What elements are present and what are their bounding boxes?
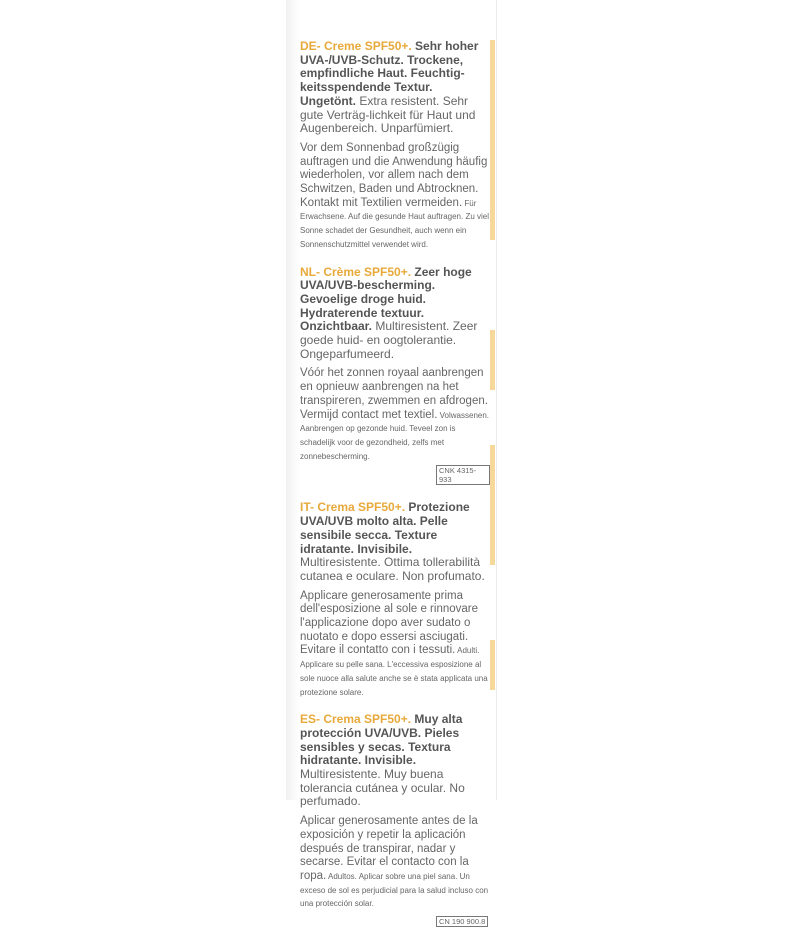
product-code-box: CNK 4315-933 bbox=[436, 465, 490, 485]
section-head bbox=[300, 40, 490, 136]
section-features: Multiresistente. Ottima tollerabilità cutanea e oculare. Non profumato. bbox=[300, 555, 485, 583]
section-features: Multiresistent. Zeer goede huid- en oogtolerantie. Ongeparfumeerd. bbox=[300, 319, 478, 361]
section-head bbox=[300, 266, 490, 362]
section-es bbox=[300, 713, 490, 929]
section-nl bbox=[300, 266, 490, 488]
section-features: Multiresistente. Muy buena tolerancia cutánea y ocular. No perfumado. bbox=[300, 767, 465, 809]
section-claims: Muy alta protección UVA/UVB. Pieles sensibles y secas. Textura hidratante. Invisible. bbox=[300, 712, 463, 768]
section-usage bbox=[300, 815, 490, 911]
section-usage bbox=[300, 142, 490, 252]
accent-stripe bbox=[490, 640, 495, 690]
box-shadow bbox=[286, 0, 300, 800]
section-usage bbox=[300, 367, 490, 463]
section-head bbox=[300, 501, 490, 583]
accent-stripe bbox=[490, 445, 495, 565]
section-claims: Sehr hoher UVA-/UVB-Schutz. Trockene, empfindliche Haut. Feuchtig-keitsspendende Textur. Ungetönt. bbox=[300, 39, 479, 108]
accent-stripe bbox=[490, 40, 495, 240]
usage-text: Applicare generosamente prima dell'esposizione al sole e rinnovare l'applicazione dopo aver sudato o nuotato e dopo essersi asciugati. Evitare il contatto con i tessuti. bbox=[300, 589, 478, 657]
warning-text: Adultos. Aplicar sobre una piel sana. Un exceso de sol es perjudicial para la salud incluso con una protección solar. bbox=[300, 871, 489, 909]
usage-text: Aplicar generosamente antes de la exposición y repetir la aplicación después de transpirar, nadar y secarse. Evitar el contacto con la ropa. bbox=[300, 815, 478, 882]
section-it bbox=[300, 501, 490, 699]
warning-text: Adulti. Applicare su pelle sana. L'eccessiva esposizione al sole nuoce alla salute anche se è stata applicata una protezione solare. bbox=[300, 646, 488, 697]
section-claims: Zeer hoge UVA/UVB-bescherming. Gevoelige droge huid. Hydraterende textuur. Onzichtbaar. bbox=[300, 264, 472, 334]
usage-text: Vóór het zonnen royaal aanbrengen en opnieuw aanbrengen na het transpireren, zwemmen en afdrogen. Vermijd contact met textiel. bbox=[300, 367, 488, 421]
accent-stripe bbox=[490, 330, 495, 390]
section-head bbox=[300, 713, 490, 809]
section-code: ES- Crema SPF50+. bbox=[300, 712, 412, 727]
section-code: IT- Crema SPF50+. bbox=[300, 500, 406, 515]
section-code: DE- Creme SPF50+. bbox=[300, 39, 412, 53]
warning-text: Volwassenen. Aanbrengen op gezonde huid. Teveel zon is schadelijk voor de gezondheid, zelfs met zonnebescherming. bbox=[300, 410, 490, 461]
section-de bbox=[300, 40, 490, 252]
section-claims: Protezione UVA/UVB molto alta. Pelle sensibile secca. Texture idratante. Invisibile. bbox=[300, 500, 470, 556]
usage-text: Vor dem Sonnenbad großzügig auftragen und die Anwendung häufig wiederholen, vor allem nach dem Schwitzen, Baden und Abtrocknen. Kontakt mit Textilien vermeiden. bbox=[300, 141, 488, 209]
product-code-box: CN 190 900.8 bbox=[436, 916, 488, 927]
warning-text: Für Erwachsene. Auf die gesunde Haut auftragen. Zu viel Sonne schadet der Gesundheit, auch wenn ein Sonnenschutzmittel verwendet wird. bbox=[300, 198, 490, 249]
section-usage bbox=[300, 590, 490, 700]
box-edge bbox=[496, 0, 497, 800]
section-code: NL- Crème SPF50+. bbox=[300, 264, 412, 279]
section-features: Extra resistent. Sehr gute Verträg-lichkeit für Haut und Augenbereich. Unparfümiert. bbox=[300, 93, 476, 136]
label-text-panel bbox=[300, 40, 490, 943]
